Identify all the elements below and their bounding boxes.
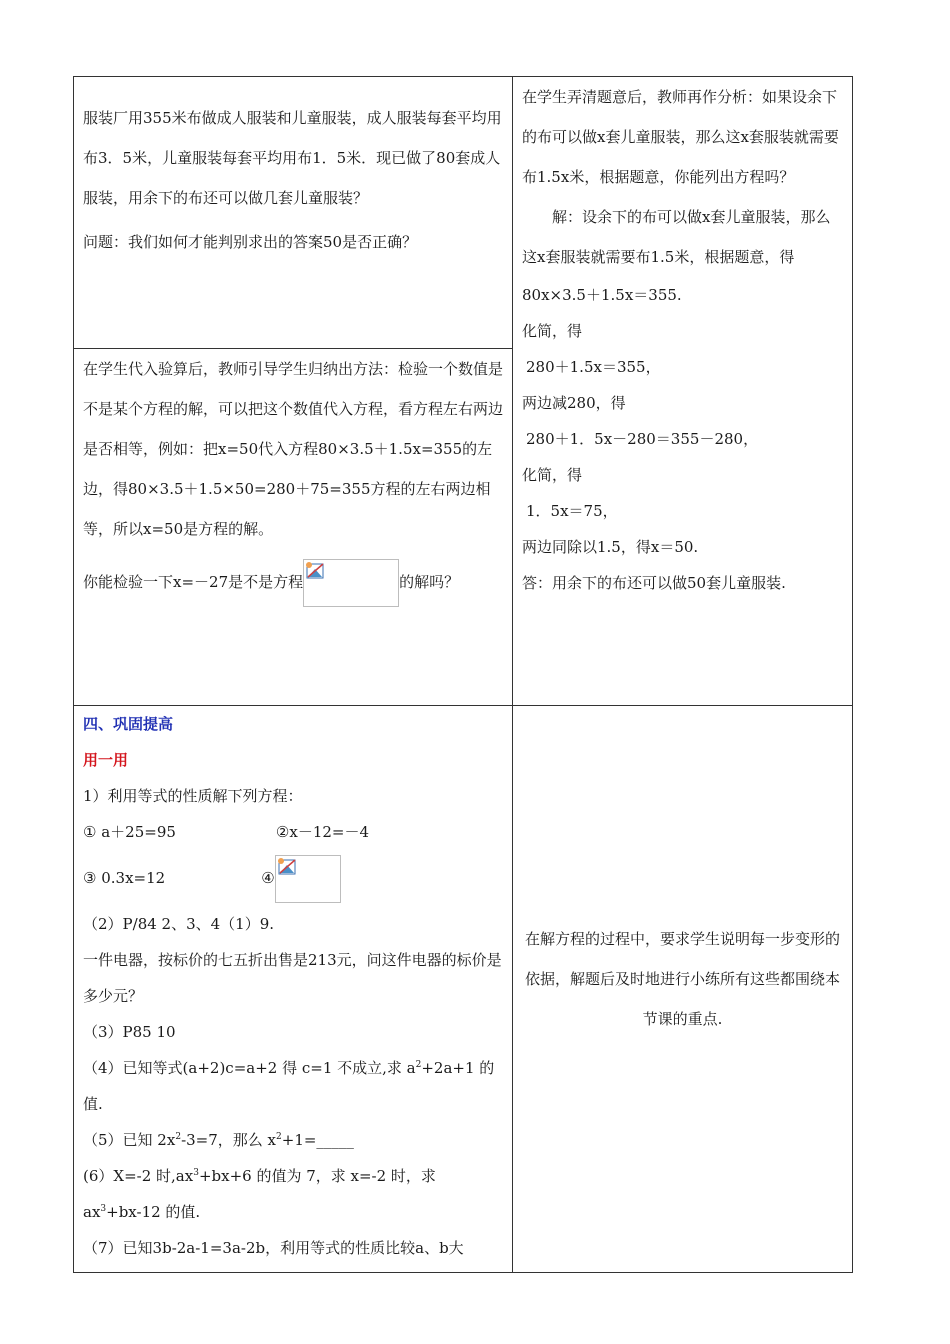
equation-image-placeholder bbox=[303, 559, 399, 607]
equations-row-1 bbox=[83, 814, 503, 850]
question-6-part2: +bx+6 的值为 7，求 x=-2 时，求 bbox=[198, 1167, 436, 1185]
question-6-line2 bbox=[83, 1194, 503, 1230]
equation-d: ④ bbox=[261, 869, 275, 887]
superscript: 2 bbox=[415, 1060, 422, 1070]
lesson-plan-table bbox=[73, 76, 853, 1273]
equations-row-2 bbox=[83, 850, 503, 906]
question-6-part3: ax bbox=[83, 1203, 101, 1221]
cell-problem bbox=[74, 77, 513, 349]
superscript: 2 bbox=[276, 1132, 282, 1142]
broken-image-icon bbox=[305, 561, 325, 579]
equation-d-image-placeholder bbox=[275, 855, 341, 903]
section-heading: 四、巩固提高 bbox=[83, 715, 174, 733]
problem-text: 服装厂用355米布做成人服装和儿童服装，成人服装每套平均用布3．5米，儿童服装每套平均用布1．5米．现已做了80套成人服装，用余下的布还可以做几套儿童服装？ bbox=[83, 109, 502, 207]
equation-c: ③ 0.3x=12 bbox=[83, 869, 166, 887]
equation-3: 280＋1．5x－280＝355－280， bbox=[526, 430, 759, 448]
cell-method bbox=[74, 349, 513, 706]
question-2-text: 一件电器，按标价的七五折出售是213元，问这件电器的标价是多少元？ bbox=[83, 951, 502, 1005]
question-4-part1: （4）已知等式(a+2)c=a+2 得 c=1 不成立,求 a bbox=[83, 1059, 416, 1077]
question-4 bbox=[83, 1050, 503, 1122]
step-4: 两边同除以1.5，得x＝50. bbox=[522, 538, 699, 556]
question-5-part2: -3=7，那么 x bbox=[181, 1131, 277, 1149]
step-1: 化简，得 bbox=[522, 322, 583, 340]
step-2: 两边减280，得 bbox=[522, 394, 626, 412]
question-2: （2）P/84 2、3、4（1）9. bbox=[83, 915, 275, 933]
teaching-note: 在解方程的过程中，要求学生说明每一步变形的依据，解题后及时地进行小练所有这些都围绕本节课的重点. bbox=[524, 930, 840, 1028]
cell-analysis bbox=[513, 77, 853, 706]
broken-image-icon bbox=[277, 857, 297, 875]
equation-a: ① a＋25=95 bbox=[83, 823, 176, 841]
step-3: 化简，得 bbox=[522, 466, 583, 484]
question-5 bbox=[83, 1122, 503, 1158]
check-question-after: 的解吗？ bbox=[399, 573, 460, 591]
superscript: 3 bbox=[193, 1168, 199, 1178]
cell-teaching-note bbox=[513, 706, 853, 1273]
solution-intro: 解：设余下的布可以做x套儿童服装，那么这x套服装就需要布1.5米，根据题意，得 bbox=[522, 208, 831, 266]
question-6 bbox=[83, 1158, 503, 1194]
method-text: 在学生代入验算后，教师引导学生归纳出方法：检验一个数值是不是某个方程的解，可以把这个数值代入方程，看方程左右两边是否相等，例如：把x=50代入方程80×3.5＋1.5x=355的左边，得80×3.5＋1.5×50=280＋75=355方程的左右两边相等，所以x=50是方程的解。 bbox=[83, 360, 504, 538]
question-5-part1: （5）已知 2x bbox=[83, 1131, 176, 1149]
section-subheading: 用一用 bbox=[83, 751, 129, 769]
analysis-intro: 在学生弄清题意后，教师再作分析：如果设余下的布可以做x套儿童服装，那么这x套服装就需要布1.5x米，根据题意，你能列出方程吗？ bbox=[522, 88, 839, 186]
question-7: （7）已知3b-2a-1=3a-2b，利用等式的性质比较a、b大 bbox=[83, 1239, 464, 1257]
superscript: 3 bbox=[100, 1204, 107, 1214]
question-6-part1: (6）X=-2 时,ax bbox=[83, 1167, 194, 1185]
superscript: 2 bbox=[175, 1132, 182, 1142]
cell-practice bbox=[74, 706, 513, 1273]
equation-1: 80x×3.5＋1.5x＝355. bbox=[522, 286, 682, 304]
row-practice bbox=[74, 706, 853, 1273]
check-question bbox=[83, 559, 503, 607]
question-6-part4: +bx-12 的值. bbox=[106, 1203, 201, 1221]
question-3: （3）P85 10 bbox=[83, 1023, 176, 1041]
answer-text: 答：用余下的布还可以做50套儿童服装. bbox=[522, 574, 786, 592]
question-4-part2: +2a+1 的值. bbox=[83, 1059, 495, 1113]
equation-2: 280＋1.5x＝355， bbox=[526, 358, 661, 376]
equation-b: ②x－12=－4 bbox=[275, 823, 370, 841]
equation-4: 1．5x＝75， bbox=[526, 502, 618, 520]
question-5-part3: +1=_____ bbox=[281, 1131, 354, 1149]
question-1-title: 1）利用等式的性质解下列方程： bbox=[83, 787, 303, 805]
check-question-before: 你能检验一下x=－27是不是方程 bbox=[83, 573, 304, 591]
question-text: 问题：我们如何才能判别求出的答案50是否正确？ bbox=[83, 233, 418, 251]
row-problem bbox=[74, 77, 853, 349]
